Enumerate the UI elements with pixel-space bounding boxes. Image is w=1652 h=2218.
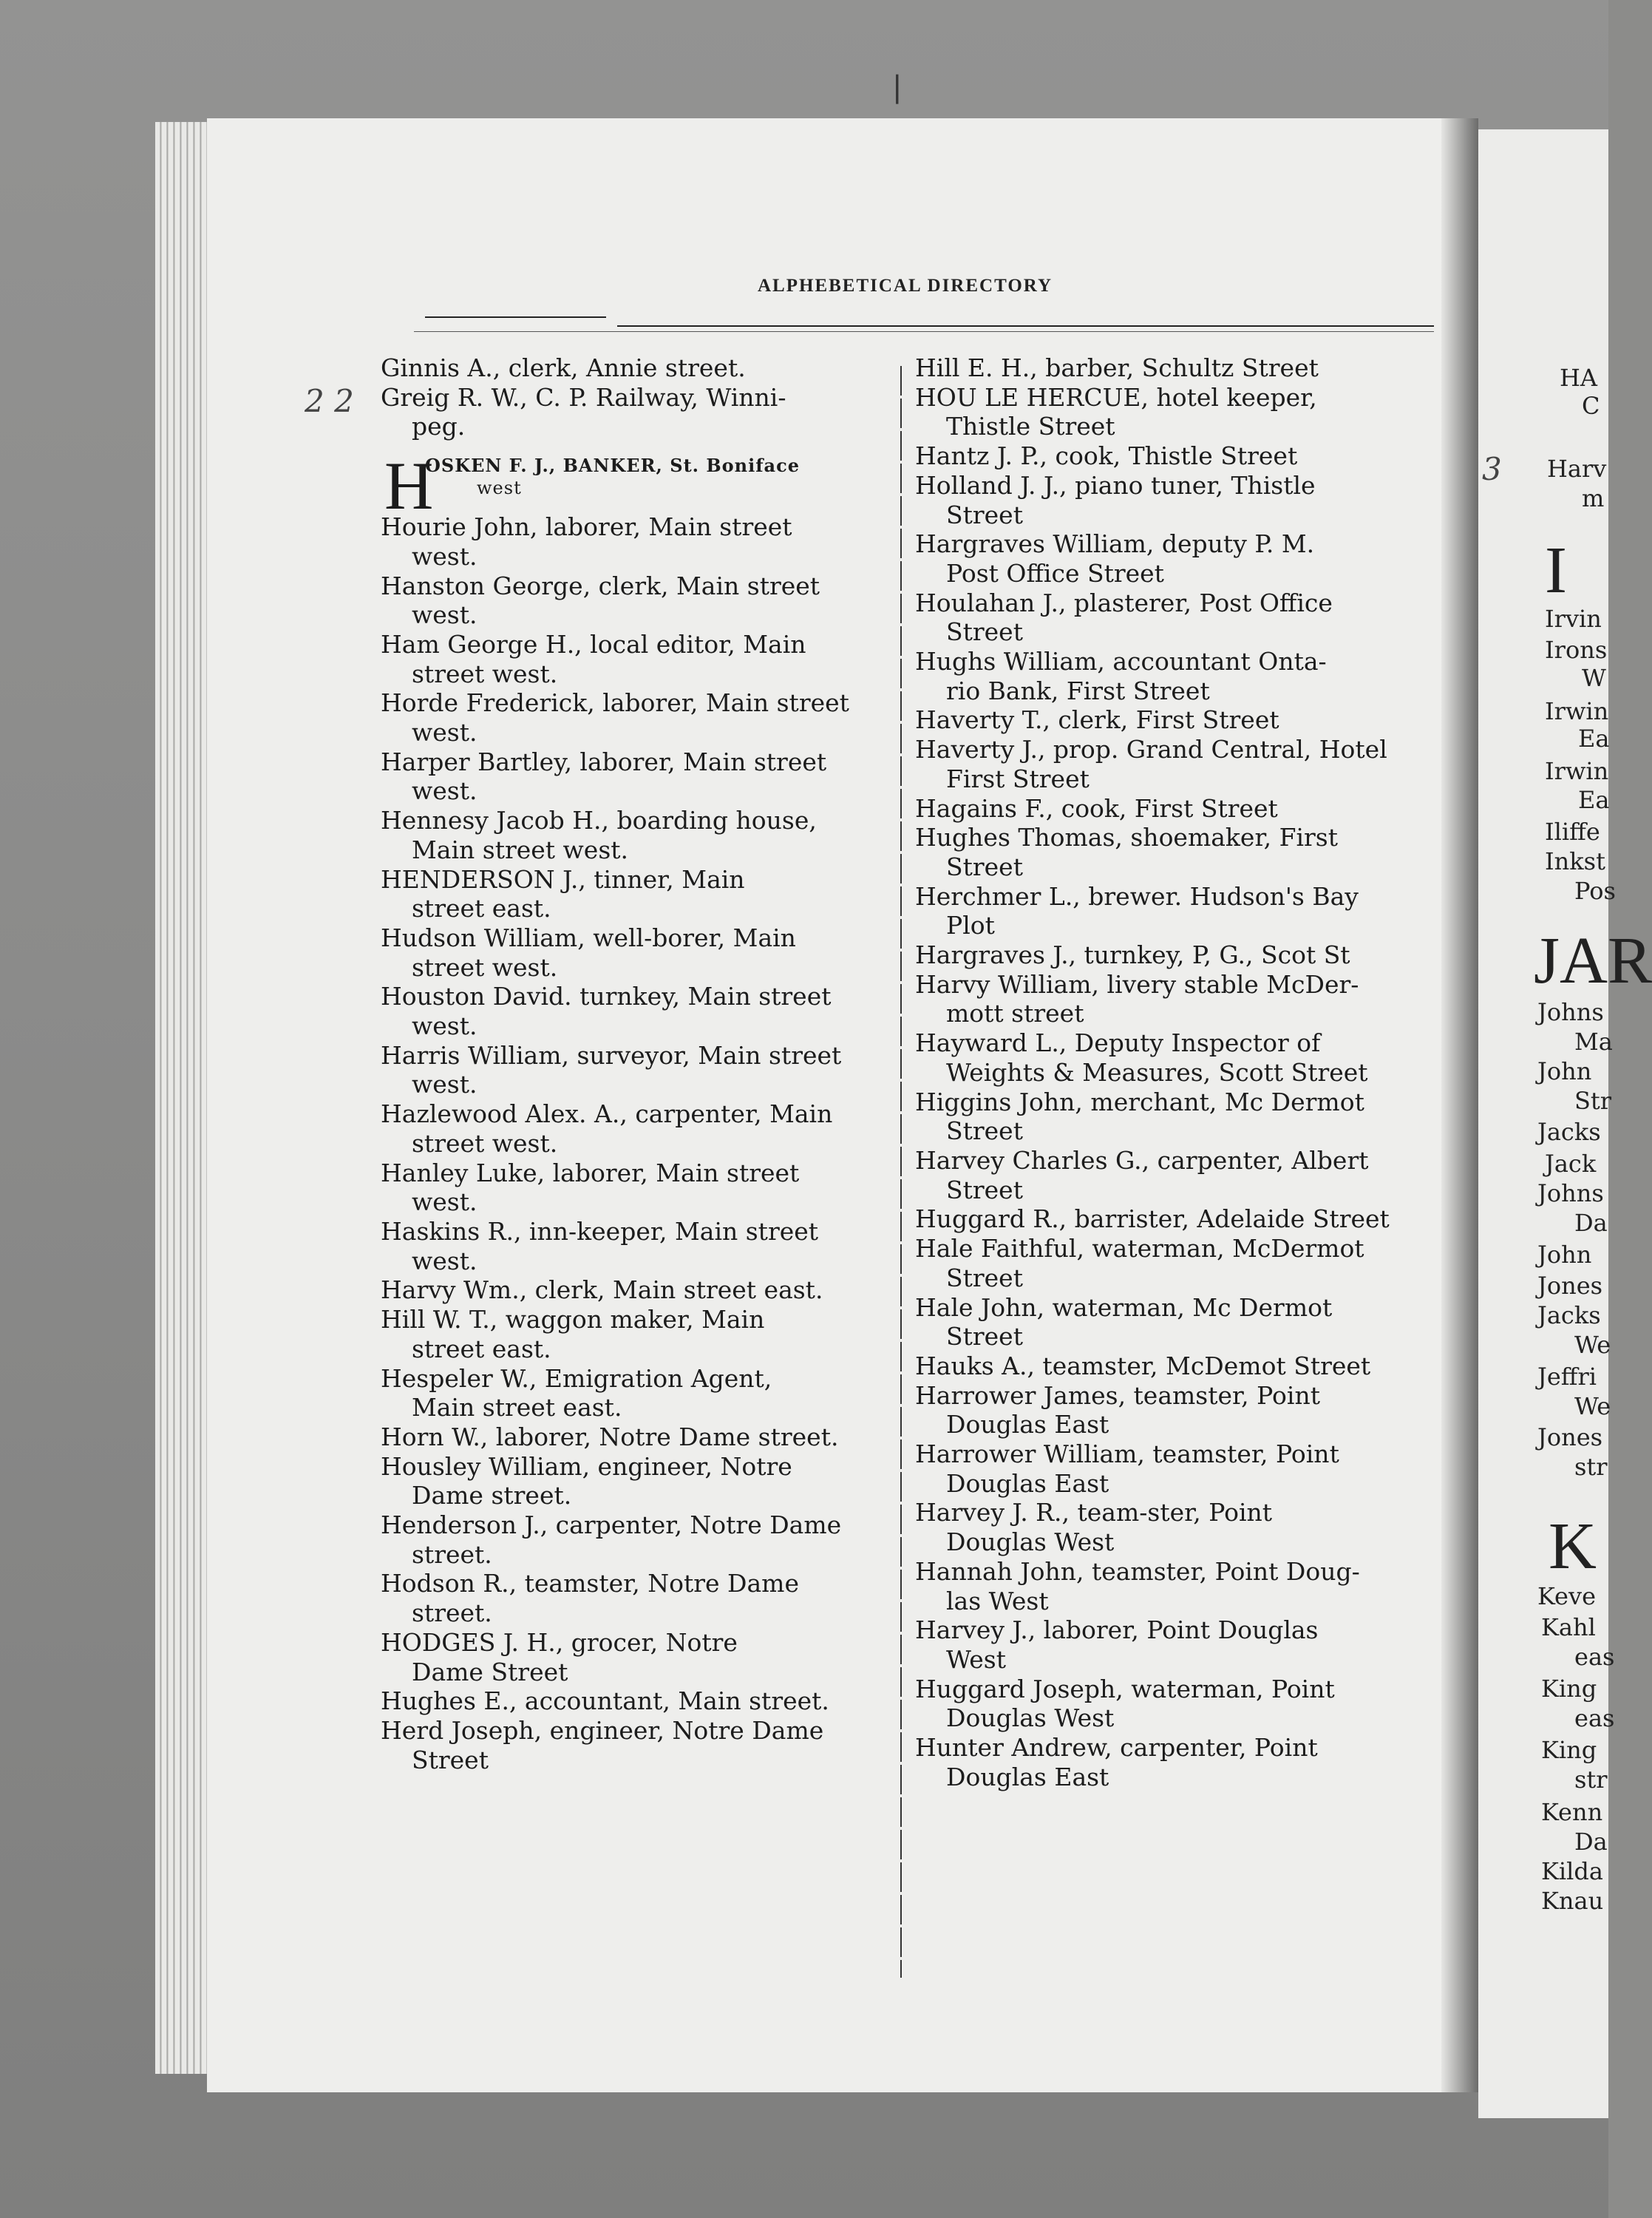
right-column bbox=[915, 353, 1425, 1791]
directory-entry: Hughs William, accountant Onta- rio Bank, First Street bbox=[915, 647, 1327, 705]
next-page-fragment: We bbox=[1574, 1331, 1611, 1359]
directory-entry: Herchmer L., brewer. Hudson's Bay Plot bbox=[915, 881, 1359, 940]
directory-entry: Houston David. turnkey, Main street west. bbox=[381, 982, 832, 1041]
next-page-fragment: Kahl bbox=[1541, 1613, 1596, 1641]
directory-entry: Huggard Joseph, waterman, Point Douglas West bbox=[915, 1674, 1335, 1733]
directory-entry: Hill E. H., barber, Schultz Street bbox=[915, 353, 1319, 382]
next-page-fragment: I bbox=[1545, 534, 1567, 607]
header-rule bbox=[617, 325, 1434, 327]
next-page-fragment: Irvin bbox=[1545, 605, 1602, 633]
next-page-fragment: Da bbox=[1574, 1828, 1608, 1856]
next-page-fragment: eas bbox=[1574, 1643, 1615, 1671]
next-page-fragment: Jacks bbox=[1537, 1301, 1601, 1329]
next-page-fragment: Johns bbox=[1537, 1179, 1604, 1207]
directory-entry: Ginnis A., clerk, Annie street. bbox=[381, 353, 746, 382]
directory-entry: Hale Faithful, waterman, McDermot Street bbox=[915, 1234, 1364, 1292]
dropcap-entry bbox=[381, 448, 891, 524]
next-page-fragment: John bbox=[1537, 1241, 1592, 1269]
next-page-fragment: Jones bbox=[1537, 1272, 1603, 1300]
directory-entry: Harvey J., laborer, Point Douglas West bbox=[915, 1615, 1319, 1674]
directory-entry: Hargraves William, deputy P. M. Post Office Street bbox=[915, 529, 1315, 588]
directory-entry: Higgins John, merchant, Mc Dermot Street bbox=[915, 1087, 1364, 1146]
directory-entry: Harris William, surveyor, Main street west. bbox=[381, 1040, 842, 1099]
directory-entry: Hazlewood Alex. A., carpenter, Main street west. bbox=[381, 1099, 833, 1158]
directory-entry: Holland J. J., piano tuner, Thistle Street bbox=[915, 470, 1316, 529]
next-page-fragment: Johns bbox=[1537, 998, 1604, 1026]
directory-entry: Hannah John, teamster, Point Doug- las West bbox=[915, 1556, 1360, 1615]
next-page-fragment: Ma bbox=[1574, 1028, 1613, 1056]
next-page-fragment: Ea bbox=[1578, 786, 1610, 814]
next-page-fragment: str bbox=[1574, 1453, 1608, 1481]
next-page-fragment: Iliffe bbox=[1545, 818, 1600, 846]
next-page-fragment: Irwin bbox=[1545, 697, 1609, 725]
directory-entry: Hagains F., cook, First Street bbox=[915, 793, 1278, 823]
next-page-fragment: Str bbox=[1574, 1087, 1612, 1115]
next-page-fragment: eas bbox=[1574, 1704, 1615, 1732]
next-page-fragment: Jacks bbox=[1537, 1118, 1601, 1146]
pencil-margin-mark-right: 3 bbox=[1482, 451, 1502, 487]
page-header: ALPHEBETICAL DIRECTORY bbox=[758, 276, 1053, 296]
directory-entry: Hargraves J., turnkey, P, G., Scot St bbox=[915, 940, 1350, 970]
dropcap-entry-cont: west bbox=[477, 478, 522, 499]
next-page-fragment: Keve bbox=[1537, 1582, 1596, 1610]
next-page-fragment: m bbox=[1582, 484, 1605, 512]
next-page-fragment: Knau bbox=[1541, 1887, 1604, 1915]
next-page-fragment: Kenn bbox=[1541, 1798, 1603, 1826]
directory-entry: Hughes E., accountant, Main street. bbox=[381, 1686, 829, 1716]
next-page-fragment: Irwin bbox=[1545, 757, 1609, 785]
next-page-fragment: Kilda bbox=[1541, 1857, 1603, 1885]
column-divider bbox=[900, 366, 902, 1978]
directory-entry: Houlahan J., plasterer, Post Office Street bbox=[915, 588, 1333, 647]
directory-entry: Harrower William, teamster, Point Douglas East bbox=[915, 1439, 1339, 1498]
next-page-fragment: Ea bbox=[1578, 725, 1610, 753]
directory-entry: Haskins R., inn-keeper, Main street west. bbox=[381, 1216, 819, 1275]
directory-entry: Harvey J. R., team-ster, Point Douglas West bbox=[915, 1498, 1273, 1557]
directory-entry: Hespeler W., Emigration Agent, Main street east. bbox=[381, 1363, 772, 1422]
directory-entry: Hourie John, laborer, Main street west. bbox=[381, 512, 792, 571]
dropcap-letter: H bbox=[384, 448, 434, 524]
next-page-fragment: W bbox=[1582, 664, 1606, 692]
book-page-edges bbox=[155, 122, 211, 2074]
next-page-fragment: JAR bbox=[1534, 924, 1652, 997]
directory-entry: Harper Bartley, laborer, Main street west. bbox=[381, 747, 827, 806]
directory-entry: Horn W., laborer, Notre Dame street. bbox=[381, 1422, 839, 1451]
directory-entry: Hauks A., teamster, McDemot Street bbox=[915, 1351, 1371, 1380]
dropcap-entry-text: OSKEN F. J., BANKER, St. Boniface bbox=[425, 455, 800, 477]
scan-dust-mark: ❘ bbox=[885, 70, 910, 104]
next-page-fragment: HA bbox=[1560, 364, 1598, 392]
directory-entry: Hale John, waterman, Mc Dermot Street bbox=[915, 1292, 1333, 1352]
next-page-fragment: King bbox=[1541, 1736, 1597, 1764]
directory-entry: Hanston George, clerk, Main street west. bbox=[381, 571, 820, 630]
next-page-fragment: We bbox=[1574, 1392, 1611, 1420]
directory-entry: Haverty J., prop. Grand Central, Hotel First Street bbox=[915, 735, 1387, 793]
next-page-fragment: C bbox=[1582, 392, 1600, 420]
next-page-fragment: Pos bbox=[1574, 877, 1616, 905]
directory-entry: Hughes Thomas, shoemaker, First Street bbox=[915, 823, 1339, 881]
directory-entry: Hantz J. P., cook, Thistle Street bbox=[915, 441, 1298, 471]
pencil-margin-mark: 2 2 bbox=[305, 383, 354, 419]
next-page-fragment: Da bbox=[1574, 1209, 1608, 1237]
directory-entry: Greig R. W., C. P. Railway, Winni- peg. bbox=[381, 382, 786, 441]
directory-entry: Hill W. T., waggon maker, Main street east. bbox=[381, 1305, 765, 1363]
directory-entry: Hennesy Jacob H., boarding house, Main street west. bbox=[381, 806, 817, 864]
directory-entry: Hunter Andrew, carpenter, Point Douglas East bbox=[915, 1733, 1318, 1791]
next-page-fragment: Jones bbox=[1537, 1423, 1603, 1451]
directory-entry: Harvy Wm., clerk, Main street east. bbox=[381, 1275, 823, 1305]
next-page-fragment: str bbox=[1574, 1766, 1608, 1794]
next-page-fragment: John bbox=[1537, 1057, 1592, 1085]
next-page-fragment: King bbox=[1541, 1675, 1597, 1703]
next-page-fragment: Harv bbox=[1547, 455, 1607, 483]
left-column bbox=[381, 353, 891, 1774]
directory-entry: Hayward L., Deputy Inspector of Weights & Measures, Scott Street bbox=[915, 1028, 1368, 1087]
header-rule-left bbox=[425, 316, 606, 318]
directory-entry: Housley William, engineer, Notre Dame street. bbox=[381, 1451, 792, 1510]
directory-entry: Herd Joseph, engineer, Notre Dame Street bbox=[381, 1715, 824, 1774]
directory-entry: Harvy William, livery stable McDer- mott street bbox=[915, 969, 1359, 1028]
directory-entry: Henderson J., carpenter, Notre Dame street. bbox=[381, 1510, 842, 1569]
directory-entry: HODGES J. H., grocer, Notre Dame Street bbox=[381, 1627, 738, 1686]
directory-entry: HOU LE HERCUE, hotel keeper, Thistle Street bbox=[915, 382, 1317, 441]
directory-entry: HENDERSON J., tinner, Main street east. bbox=[381, 864, 745, 923]
next-page-fragment: Irons bbox=[1545, 636, 1608, 664]
next-page-fragment: Jack bbox=[1545, 1150, 1597, 1178]
next-page-fragment: Inkst bbox=[1545, 847, 1605, 875]
next-page-fragment: Jeffri bbox=[1537, 1363, 1597, 1391]
page-gutter-shadow bbox=[1441, 118, 1478, 2092]
directory-entry: Harrower James, teamster, Point Douglas East bbox=[915, 1380, 1320, 1439]
directory-entry: Ham George H., local editor, Main street west. bbox=[381, 629, 806, 688]
directory-entry: Hodson R., teamster, Notre Dame street. bbox=[381, 1569, 799, 1628]
header-rule-thin bbox=[414, 331, 1434, 332]
directory-entry: Haverty T., clerk, First Street bbox=[915, 705, 1279, 735]
directory-entry: Horde Frederick, laborer, Main street west. bbox=[381, 688, 849, 747]
next-page-fragment: K bbox=[1549, 1510, 1597, 1583]
directory-entry: Hudson William, well-borer, Main street west. bbox=[381, 923, 796, 982]
directory-entry: Hanley Luke, laborer, Main street west. bbox=[381, 1158, 800, 1217]
directory-entry: Harvey Charles G., carpenter, Albert Street bbox=[915, 1145, 1369, 1204]
directory-entry: Huggard R., barrister, Adelaide Street bbox=[915, 1204, 1390, 1234]
